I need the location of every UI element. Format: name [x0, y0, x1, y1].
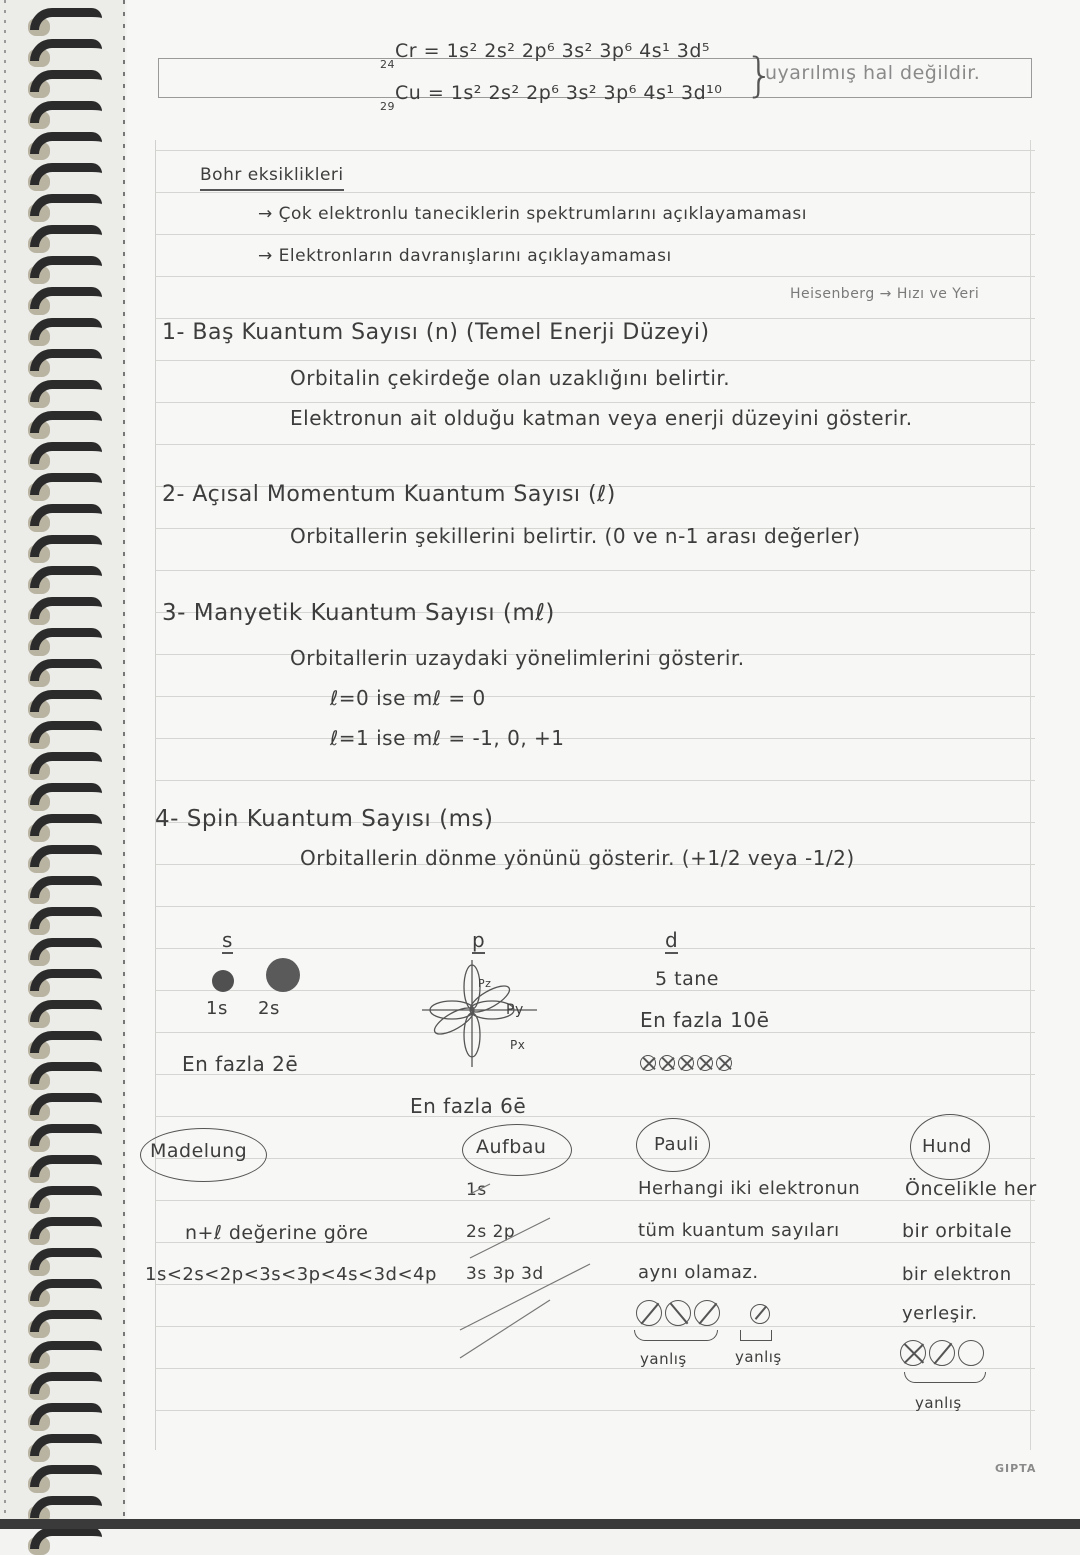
ruled-line: [155, 1032, 1035, 1033]
section-1-line-2: Elektronun ait olduğu katman veya enerji düzeyini gösterir.: [290, 406, 913, 430]
spiral-coil-icon: [30, 907, 102, 929]
heisenberg-note: Heisenberg → Hızı ve Yeri: [790, 286, 980, 302]
cu-atomic-number: 29: [380, 99, 395, 113]
orbital-circle-icon: [958, 1340, 984, 1366]
d-orbital-circle-icon: [678, 1055, 694, 1071]
spiral-coil-icon: [30, 1124, 102, 1146]
pauli-wrong-label-1: yanlış: [640, 1350, 687, 1368]
2s-orbital-icon: [266, 958, 300, 992]
notebook-page: [127, 0, 1080, 1520]
spiral-coil-icon: [30, 8, 102, 30]
aufbau-arrows-icon: [440, 1180, 600, 1370]
ruled-line: [155, 1116, 1035, 1117]
p-orbital-label: p: [472, 928, 486, 952]
brace: }: [745, 48, 775, 102]
spiral-coil-icon: [30, 39, 102, 61]
hund-line-2: bir orbitale: [902, 1220, 1013, 1242]
madelung-line-1: n+ℓ değerine göre: [185, 1222, 369, 1244]
ruled-line: [155, 402, 1035, 403]
pauli-bracket-2: [740, 1330, 772, 1341]
spiral-coil-icon: [30, 1031, 102, 1053]
pz-label: Pz: [478, 977, 492, 990]
2s-label: 2s: [258, 998, 280, 1019]
spiral-coil-icon: [30, 1186, 102, 1208]
orbital-circle-icon: [694, 1300, 720, 1326]
spiral-coil-icon: [30, 566, 102, 588]
hund-line-4: yerleşir.: [902, 1303, 978, 1324]
spiral-coil-icon: [30, 225, 102, 247]
spiral-coil-icon: [30, 380, 102, 402]
hund-wrong-example: [900, 1340, 987, 1366]
spiral-coil-icon: [30, 535, 102, 557]
1s-label: 1s: [206, 998, 228, 1019]
spiral-coil-icon: [30, 70, 102, 92]
ruled-line: [155, 738, 1035, 739]
pauli-line-2: tüm kuantum sayıları: [638, 1220, 840, 1241]
aufbau-row-2: 2s 2p: [466, 1222, 516, 1242]
d-orbital-boxes: [640, 1052, 735, 1071]
spiral-coil-icon: [30, 1000, 102, 1022]
pauli-wrong-label-2: yanlış: [735, 1348, 782, 1366]
pauli-bracket-1: [634, 1330, 718, 1341]
ruled-line: [155, 570, 1035, 571]
ruled-line: [155, 318, 1035, 319]
aufbau-row-1: 1s: [466, 1180, 487, 1200]
spiral-coil-icon: [30, 1527, 102, 1549]
section-4-line-1: Orbitallerin dönme yönünü gösterir. (+1/2 veya -1/2): [300, 846, 855, 870]
d-orbital-count: 5 tane: [655, 968, 719, 990]
pauli-line-3: aynı olamaz.: [638, 1262, 759, 1283]
orbital-circle-icon: [750, 1304, 770, 1324]
section-2-line-1: Orbitallerin şekillerini belirtir. (0 ve n-1 arası değerler): [290, 524, 861, 548]
cr-symbol: Cr: [395, 40, 418, 62]
spiral-coil-icon: [30, 1248, 102, 1270]
spiral-coil-icon: [30, 783, 102, 805]
bohr-item-1: → Çok elektronlu taneciklerin spektrumlarını açıklayamaması: [258, 204, 807, 224]
spiral-coil-icon: [30, 1341, 102, 1363]
hund-line-3: bir elektron: [902, 1264, 1012, 1285]
perforation-right: [123, 0, 125, 1529]
spiral-coil-icon: [30, 287, 102, 309]
madelung-label: Madelung: [150, 1140, 248, 1162]
ruled-line: [155, 234, 1035, 235]
spiral-coil-icon: [30, 256, 102, 278]
spiral-coil-icon: [30, 132, 102, 154]
spiral-coil-icon: [30, 1465, 102, 1487]
ruled-line: [155, 360, 1035, 361]
ruled-line: [155, 150, 1035, 151]
cu-symbol: Cu: [395, 82, 422, 104]
spiral-coil-icon: [30, 1279, 102, 1301]
section-3-line-3: ℓ=1 ise mℓ = -1, 0, +1: [330, 726, 565, 750]
d-orbital-label: d: [665, 928, 679, 952]
spiral-coil-icon: [30, 628, 102, 650]
spiral-coil-icon: [30, 938, 102, 960]
s-max-electrons: En fazla 2ē: [182, 1052, 299, 1076]
spiral-coil-icon: [30, 659, 102, 681]
pauli-line-1: Herhangi iki elektronun: [638, 1178, 861, 1199]
spiral-coil-icon: [30, 411, 102, 433]
ruled-line: [155, 948, 1035, 949]
right-margin-line: [1030, 140, 1031, 1450]
hund-bracket: [904, 1372, 986, 1383]
pauli-wrong-example-2: [750, 1303, 773, 1324]
hund-wrong-label: yanlış: [915, 1394, 962, 1412]
spiral-coil-icon: [30, 969, 102, 991]
spiral-coil-icon: [30, 194, 102, 216]
page-bottom-edge: [0, 1519, 1080, 1529]
spiral-coil-icon: [30, 349, 102, 371]
spiral-coil-icon: [30, 1372, 102, 1394]
section-2-title: 2- Açısal Momentum Kuantum Sayısı (ℓ): [162, 482, 616, 507]
s-orbital-label: s: [222, 928, 233, 952]
spiral-binding: [0, 0, 125, 1529]
ruled-line: [155, 906, 1035, 907]
spiral-coil-icon: [30, 1496, 102, 1518]
spiral-coil-icon: [30, 163, 102, 185]
aufbau-label: Aufbau: [476, 1136, 547, 1158]
spiral-coil-icon: [30, 876, 102, 898]
spiral-coil-icon: [30, 473, 102, 495]
ruled-line: [155, 444, 1035, 445]
hund-line-1: Öncelikle her: [905, 1178, 1037, 1200]
spiral-coil-icon: [30, 1093, 102, 1115]
spiral-coil-icon: [30, 504, 102, 526]
spiral-coil-icon: [30, 1434, 102, 1456]
spiral-coil-icon: [30, 721, 102, 743]
spiral-coil-icon: [30, 1155, 102, 1177]
orbital-circle-icon: [929, 1340, 955, 1366]
pauli-label: Pauli: [654, 1134, 699, 1155]
aufbau-row-3: 3s 3p 3d: [466, 1264, 544, 1284]
ruled-line: [155, 276, 1035, 277]
spiral-coil-icon: [30, 690, 102, 712]
spiral-coil-icon: [30, 101, 102, 123]
ruled-line: [155, 1158, 1035, 1159]
bohr-title: Bohr eksiklikleri: [200, 165, 344, 191]
cu-config-text: = 1s² 2s² 2p⁶ 3s² 3p⁶ 4s¹ 3d¹⁰: [427, 82, 723, 104]
d-orbital-circle-icon: [697, 1055, 713, 1071]
d-orbital-circle-icon: [659, 1055, 675, 1071]
margin-line: [155, 140, 156, 1450]
pauli-wrong-example-1: [636, 1300, 723, 1326]
py-label: Py: [506, 1002, 524, 1018]
cr-atomic-number: 24: [380, 57, 395, 71]
spiral-coil-icon: [30, 1403, 102, 1425]
cr-config: [380, 40, 711, 71]
section-3-line-1: Orbitallerin uzaydaki yönelimlerini gösterir.: [290, 646, 745, 670]
spiral-coil-icon: [30, 318, 102, 340]
section-1-line-1: Orbitalin çekirdeğe olan uzaklığını belirtir.: [290, 366, 731, 390]
section-4-title: 4- Spin Kuantum Sayısı (ms): [155, 806, 494, 832]
section-1-title: 1- Baş Kuantum Sayısı (n) (Temel Enerji Düzeyi): [162, 320, 710, 345]
orbital-circle-icon: [665, 1300, 691, 1326]
d-max-electrons: En fazla 10ē: [640, 1008, 770, 1032]
cr-config-text: = 1s² 2s² 2p⁶ 3s² 3p⁶ 4s¹ 3d⁵: [423, 40, 711, 62]
spiral-coil-icon: [30, 814, 102, 836]
spiral-coil-icon: [30, 1217, 102, 1239]
spiral-coil-icon: [30, 1062, 102, 1084]
watermark: GIPTA: [995, 1462, 1037, 1475]
orbital-circle-icon: [636, 1300, 662, 1326]
ruled-line: [155, 192, 1035, 193]
ruled-line: [155, 1410, 1035, 1411]
d-orbital-circle-icon: [716, 1055, 732, 1071]
ruled-line: [155, 780, 1035, 781]
px-label: Px: [510, 1038, 526, 1052]
spiral-coil-icon: [30, 597, 102, 619]
spiral-coil-icon: [30, 1310, 102, 1332]
ruled-line: [155, 696, 1035, 697]
cu-config: [380, 82, 723, 113]
spiral-coil-icon: [30, 845, 102, 867]
madelung-line-2: 1s<2s<2p<3s<3p<4s<3d<4p: [145, 1264, 437, 1285]
config-note: uyarılmış hal değildir.: [765, 62, 981, 84]
section-3-line-2: ℓ=0 ise mℓ = 0: [330, 686, 486, 710]
spiral-coil-icon: [30, 752, 102, 774]
section-3-title: 3- Manyetik Kuantum Sayısı (mℓ): [162, 600, 555, 626]
hund-label: Hund: [922, 1136, 972, 1157]
perforation-left: [4, 0, 6, 1529]
p-max-electrons: En fazla 6ē: [410, 1094, 527, 1118]
d-orbital-circle-icon: [640, 1055, 656, 1071]
1s-orbital-icon: [212, 970, 234, 992]
spiral-coil-icon: [30, 442, 102, 464]
orbital-circle-icon: [900, 1340, 926, 1366]
bohr-item-2: → Elektronların davranışlarını açıklayamaması: [258, 246, 672, 266]
